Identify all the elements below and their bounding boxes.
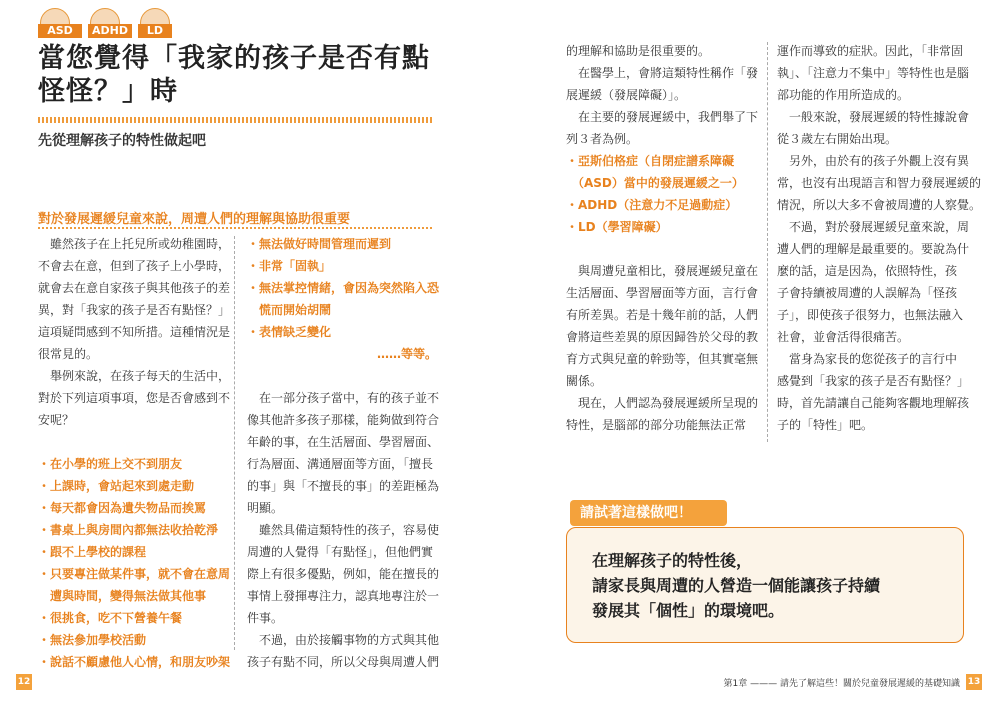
text-line: 舉例來說，在孩子每天的生活中， (38, 369, 231, 383)
text-line: 子會持續被周遭的人誤解為「怪孩 (777, 286, 958, 300)
text-line: 不過，對於發展遲緩兒童來說，周 (777, 220, 970, 234)
text-line: 會將這些差異的原因歸咎於父母的教 (566, 330, 759, 344)
section-heading: 對於發展遲緩兒童來說，周遭人們的理解與協助很重要 (38, 212, 351, 227)
text-line: ・非常「固執」 (247, 259, 332, 273)
text-line: 在醫學上，會將這類特性稱作「發 (566, 66, 759, 80)
text-line: ・只要專注做某件事，就不會在意周 (38, 567, 231, 581)
text-line: 時，首先請讓自己能夠客觀地理解孩 (777, 396, 970, 410)
right-column-1 (566, 40, 761, 436)
text-line: 一般來說，發展遲緩的特性據說會 (777, 110, 970, 124)
text-line: ・表情缺乏變化 (247, 325, 332, 339)
text-line: 從３歲左右開始出現。 (777, 132, 898, 146)
text-line: 當身為家長的您從孩子的言行中 (777, 352, 958, 366)
list-etc: ……等等。 (376, 347, 437, 361)
page-title (38, 42, 430, 108)
chapter-footer: 第1章 ——— 請先了解這些！關於兒童發展遲緩的基礎知識 (723, 679, 960, 689)
column-divider-right (767, 42, 768, 442)
text-line: 事情上發揮專注力，認真地專注於一 (247, 589, 440, 603)
text-line: 的事」與「不擅長的事」的差距極為 (247, 479, 440, 493)
text-line: 另外，由於有的孩子外觀上沒有異 (777, 154, 970, 168)
left-column-1 (38, 233, 230, 673)
text-line: 子」，即使孩子很努力，也無法融入 (777, 308, 964, 322)
text-line: 育方式與兒童的幹勁等，但其實毫無 (566, 352, 759, 366)
text-line: 件事。 (247, 611, 284, 625)
text-line: 麼的話，這是因為，依照特性，孩 (777, 264, 958, 278)
text-line: 周遭的人覺得「有點怪」，但他們實 (247, 545, 434, 559)
badge-adhd: ADHD (88, 24, 132, 38)
text-line: ・LD（學習障礙） (566, 220, 668, 234)
text-line: 在理解孩子的特性後， (592, 551, 753, 570)
text-line: 明顯。 (247, 501, 284, 515)
text-line: 年齡的事，在生活層面、學習層面、 (247, 435, 440, 449)
text-line: 與周遭兒童相比，發展遲緩兒童在 (566, 264, 759, 278)
text-line: 像其他許多孩子那樣，能夠做到符合 (247, 413, 440, 427)
text-line: 生活層面、學習層面等方面，言行會 (566, 286, 759, 300)
badge-asd: ASD (38, 24, 82, 38)
title-line-1: 當您覺得「我家的孩子是否有點 (38, 43, 430, 74)
text-line: ・無法做好時間管理而遲到 (247, 237, 392, 251)
text-line: ・無法掌控情緒，會因為突然陷入恐 (247, 281, 440, 295)
text-line: 情況，所以大多不會被周遭的人察覺。 (777, 198, 982, 212)
page-number-right: 13 (966, 674, 982, 690)
text-line: 這項疑問感到不知所措。這種情況是 (38, 325, 231, 339)
text-line: 在一部分孩子當中，有的孩子並不 (247, 391, 440, 405)
tip-text (592, 548, 880, 623)
section-divider (38, 227, 434, 229)
text-line: ・很挑食，吃不下營養午餐 (38, 611, 183, 625)
text-line: 遭人們的理解是最重要的。要說為什 (777, 242, 970, 256)
text-line: ・跟不上學校的課程 (38, 545, 147, 559)
text-line: ・每天都會因為遺失物品而挨罵 (38, 501, 207, 515)
text-line: ・亞斯伯格症（自閉症譜系障礙 (566, 154, 735, 168)
text-line: 列３者為例。 (566, 132, 639, 146)
text-line: 子的「特性」吧。 (777, 418, 874, 432)
text-line: 特性，是腦部的部分功能無法正常 (566, 418, 747, 432)
text-line: ・無法參加學校活動 (38, 633, 147, 647)
text-line: 感覺到「我家的孩子是否有點怪？」 (777, 374, 970, 388)
text-line: 的理解和協助是很重要的。 (566, 44, 711, 58)
text-line: 請家長與周遭的人營造一個能讓孩子持續 (592, 576, 881, 595)
text-line: 展遲緩（發展障礙）」。 (566, 88, 687, 102)
text-line: 有所差異。若是十幾年前的話，人們 (566, 308, 759, 322)
text-line: 雖然孩子在上托兒所或幼稚園時， (38, 237, 231, 251)
text-line: 安呢？ (38, 413, 75, 427)
text-line: 不會去在意，但到了孩子上小學時， (38, 259, 231, 273)
text-line: 雖然具備這類特性的孩子，容易使 (247, 523, 440, 537)
text-line: 不過，由於接觸事物的方式與其他 (247, 633, 440, 647)
right-column-2 (777, 40, 982, 436)
page-number-left: 12 (16, 674, 32, 690)
text-line: 對於下列這項事項，您是否會感到不 (38, 391, 231, 405)
text-line: ・上課時，會站起來到處走動 (38, 479, 195, 493)
text-line: ・在小學的班上交不到朋友 (38, 457, 183, 471)
text-line: 遭與時間，變得無法做其他事 (38, 589, 207, 603)
column-divider (234, 236, 235, 650)
badge-ld: LD (138, 24, 172, 38)
text-line: ・書桌上與房間內都無法收拾乾淨 (38, 523, 219, 537)
text-line: 行為層面、溝通層面等方面，「擅長 (247, 457, 434, 471)
text-line: 孩子有點不同，所以父母與周遭人們 (247, 655, 440, 669)
text-line: 現在，人們認為發展遲緩所呈現的 (566, 396, 759, 410)
text-line: ・ADHD（注意力不足過動症） (566, 198, 738, 212)
text-line: 運作而導致的症狀。因此，「非常固 (777, 44, 964, 58)
text-line: 部功能的作用所造成的。 (777, 88, 910, 102)
text-line: 在主要的發展遲緩中，我們舉了下 (566, 110, 759, 124)
text-line: 異，對「我家的孩子是否有點怪？」 (38, 303, 231, 317)
text-line: 很常見的。 (38, 347, 99, 361)
left-column-2 (247, 233, 440, 673)
text-line: 際上有很多優點，例如，能在擅長的 (247, 567, 440, 581)
title-divider (38, 117, 434, 123)
text-line: 就會去在意自家孩子與其他孩子的差 (38, 281, 231, 295)
text-line: 發展其「個性」的環境吧。 (592, 601, 785, 620)
tip-label: 請試著這樣做吧！ (570, 500, 727, 526)
text-line: 關係。 (566, 374, 603, 388)
text-line: 慌而開始胡鬧 (247, 303, 332, 317)
text-line: 社會，並會活得很痛苦。 (777, 330, 910, 344)
page-subtitle: 先從理解孩子的特性做起吧 (38, 133, 206, 149)
text-line: 常，也沒有出現語言和智力發展遲緩的 (777, 176, 982, 190)
text-line: （ASD）當中的發展遲緩之一） (566, 176, 744, 190)
title-line-2: 怪怪？」時 (38, 76, 178, 107)
text-line: ・說話不顧慮他人心情，和朋友吵架 (38, 655, 231, 669)
text-line: 執」、「注意力不集中」等特性也是腦 (777, 66, 970, 80)
